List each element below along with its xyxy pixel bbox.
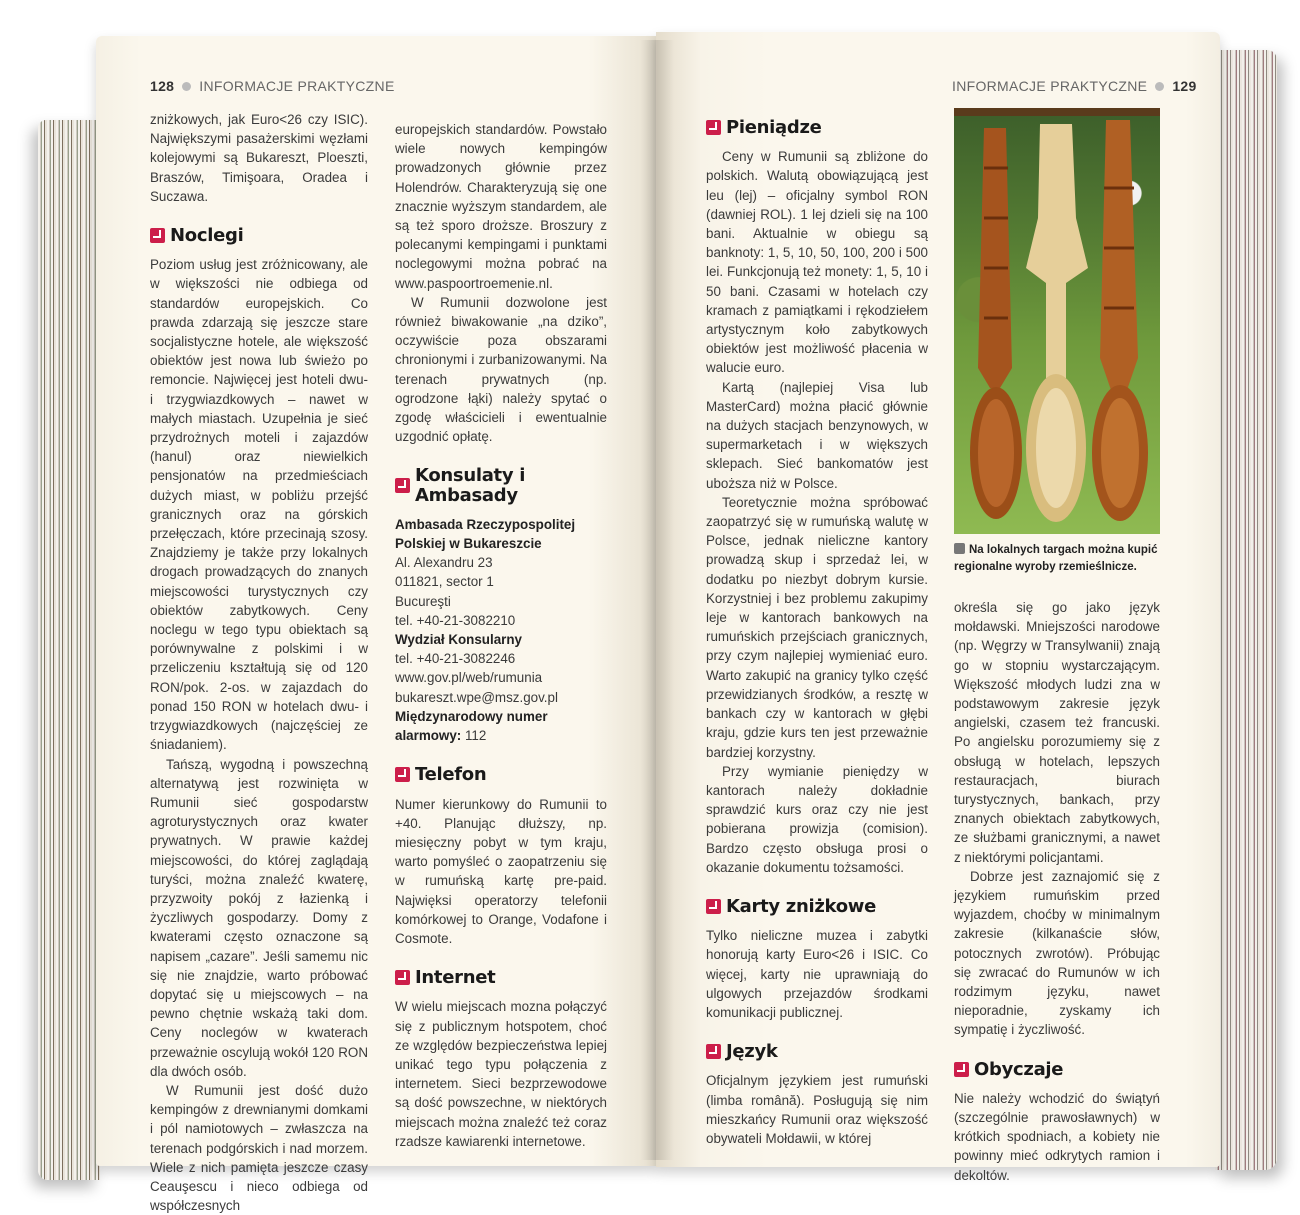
- spoon-middle: [1026, 124, 1088, 522]
- spoon-right: [1092, 120, 1148, 521]
- arrow-icon: [150, 228, 165, 243]
- paragraph: W wielu miejscach mozna połączyć się z publicznym hotspotem, choć ze względów bezpieczeństwa lepiej unikać tego typu połączenia z internetem. Sieci bezprzewodowe są dość powszechne, w niektórych miejscach można znaleźć też coraz rzadsze kawiarenki internetowe.: [395, 999, 607, 1149]
- paragraph: określa się go jako język mołdawski. Mniejszości narodowe (np. Węgrzy w Transylwanii) znają go w stopniu wystarczającym. Większość młodych ludzi zna w podstawowym zakresie język angielski, czasem też francuski. Po angielsku porozumiemy się z obsługą w hotelach, lepszych restauracjach, biurach turystycznych, bankach, przy znanych obiektach zabytkowych, ze służbami granicznymi, a nawet z niektórymi policjantami.: [954, 600, 1160, 865]
- arrow-icon: [706, 899, 721, 914]
- paragraph: Teoretycznie można spróbować zaopatrzyć się w rumuńską walutę w Polsce, jednak nieliczne kantory prowadzą skup i sprzedaż lei, w dodatku po niezbyt dobrym kursie. Korzystniej i bez problemu zakupimy leje w kantorach bankowych na rumuńskich przejściach granicznych, przy czym najlepiej wymieniać euro. Warto zakupić na granicy tylko część przewidzianych środków, a resztę w bankach czy w kantorach w głębi kraju, gdzie kurs ten jest przeważnie bardziej korzystny.: [706, 494, 928, 760]
- section-heading-konsulaty: [395, 466, 607, 504]
- wooden-spoons-photo: [954, 108, 1160, 534]
- heading-text: Obyczaje: [974, 1058, 1064, 1080]
- right-page-header: [952, 78, 1197, 94]
- page-number: 129: [1172, 78, 1197, 94]
- paragraph: W Rumunii dozwolone jest również biwakowanie „na dziko”, oczywiście poza obszarami chronionymi i zurbanizowanymi. Na terenach prywatnych (np. ogrodzone łąki) należy spytać o zgodę właścicieli i ewentualnie uzgodnić opłatę.: [395, 294, 607, 445]
- paragraph: W Rumunii jest dość dużo kempingów z drewnianymi domkami i pól namiotowych – zwłaszcza na terenach podgórskich i nad morzem. Wiele z nich pamięta jeszcze czasy Ceauşescu i nieco odbiega od współczesnych: [150, 1082, 368, 1214]
- left-column-2: [395, 120, 607, 1151]
- caption-text: Na lokalnych targach można kupić regionalne wyroby rzemieślnicze.: [954, 544, 1158, 573]
- heading-text: Język: [726, 1041, 778, 1063]
- left-column-1: [150, 110, 368, 1215]
- emergency-number: 112: [464, 728, 487, 744]
- heading-text: Noclegi: [170, 225, 244, 247]
- paragraph: Przy wymianie pieniędzy w kantorach należy dokładnie sprawdzić kurs oraz czy nie jest pobierana prowizja (comision). Bardzo często obsługa prosi o okazanie dokumentu tożsamości.: [706, 763, 928, 875]
- carved-spoons-illustration: [954, 108, 1160, 534]
- paragraph: Tańszą, wygodną i powszechną alternatywą jest rozwinięta w Rumunii sieć gospodarstw agroturystycznych oraz kwater prywatnych. W prawie każdej miejscowości, do której zaglądają turyści, można znaleźć kwaterę, przyzwoity pokój z łazienką i życzliwych gospodarzy. Domy z kwaterami często oznaczone są napisem „cazare”. Jeśli samemu nic się nie znajdzie, warto próbować dopytać się u miejscowych – na pewno chętnie wskażą taki dom. Ceny noclegów w kwaterach przeważnie oscylują wokół 120 RON dla dwóch osób.: [150, 756, 368, 1079]
- consular-title: Wydział Konsularny: [395, 632, 522, 648]
- book-gutter: [640, 40, 674, 1160]
- address-line: 011821, sector 1: [395, 574, 494, 590]
- paragraph: Dobrze jest zaznajomić się z językiem rumuńskim przed wyjazdem, choćby w minimalnym zakresie (kilkanaście słów, potocznych zwrotów). Próbując się zwracać do Rumunów w ich rodzimym języku, nawet nieporadnie, zyskamy ich sympatię i życzliwość.: [954, 868, 1160, 1038]
- section-heading-jezyk: [706, 1042, 928, 1061]
- bullet-icon: [1155, 82, 1164, 91]
- paragraph: zniżkowych, jak Euro<26 czy ISIC). Największymi pasażerskimi węzłami kolejowymi są Bukareszt, Ploeszti, Braszów, Timişoara, Oradea i Suczawa.: [150, 112, 368, 204]
- spoon-left: [970, 128, 1022, 519]
- phone-line: tel. +40-21-3082210: [395, 612, 516, 628]
- paragraph: Oficjalnym językiem jest rumuński (limba română). Posługują się nim mieszkańcy Rumunii oraz większość obywateli Mołdawii, w której: [706, 1073, 928, 1146]
- arrow-up-icon: [954, 543, 965, 554]
- left-page-edges: [38, 120, 100, 1180]
- heading-text: Konsulaty i Ambasady: [415, 465, 526, 506]
- embassy-name: Ambasada Rzeczypospolitej Polskiej w Bukareszcie: [395, 516, 576, 552]
- email-link: bukareszt.wpe@msz.gov.pl: [395, 689, 558, 705]
- paragraph: Numer kierunkowy do Rumunii to +40. Planując dłuższy, np. miesięczny pobyt w tym kraju, warto pomyśleć o zaopatrzeniu się w rumuńską kartę pre-paid. Najwięksi operatorzy telefonii komórkowej to Orange, Vodafone i Cosmote.: [395, 796, 607, 946]
- arrow-icon: [395, 970, 410, 985]
- section-heading-noclegi: [150, 226, 368, 245]
- website-link: www.gov.pl/web/rumunia: [395, 670, 543, 686]
- hanging-rail: [954, 108, 1160, 116]
- section-heading-karty: [706, 897, 928, 916]
- running-head: INFORMACJE PRAKTYCZNE: [199, 78, 395, 94]
- section-heading-telefon: [395, 765, 607, 784]
- heading-text: Karty zniżkowe: [726, 895, 877, 917]
- paragraph: Ceny w Rumunii są zbliżone do polskich. Walutą obowiązującą jest leu (lej) – oficjalny symbol RON (dawniej ROL). 1 lej dzieli się na 100 bani. Aktualnie w obiegu są banknoty: 1, 5, 10, 50, 100, 200 i 500 lei. Funkcjonują też monety: 1, 5, 10 i 50 bani. Czasami w hotelach czy kramach z pamiątkami i rękodziełem artystycznym koło zabytkowych obiektów jest możliwość płacenia w walucie euro.: [706, 149, 928, 376]
- arrow-icon: [395, 478, 410, 493]
- left-page-header: [150, 78, 395, 94]
- heading-text: Telefon: [415, 764, 487, 786]
- arrow-icon: [706, 1044, 721, 1059]
- bullet-icon: [182, 82, 191, 91]
- arrow-icon: [954, 1062, 969, 1077]
- paragraph: Tylko nieliczne muzea i zabytki honorują karty Euro<26 i ISIC. Co więcej, karty nie uprawniają do ulgowych przejazdów środkami komunikacji publicznej.: [706, 928, 928, 1020]
- right-column-2: [954, 598, 1160, 1185]
- paragraph: Kartą (najlepiej Visa lub MasterCard) można płacić głównie na dużych stacjach benzynowych, w supermarketach i w większych sklepach. Sieć bankomatów jest uboższa niż w Polsce.: [706, 379, 928, 491]
- arrow-icon: [706, 120, 721, 135]
- address-line: Bucureşti: [395, 593, 451, 609]
- section-heading-internet: [395, 968, 607, 987]
- paragraph: Poziom usług jest zróżnicowany, ale w większości nie odbiega od standardów europejskich. Co prawda zdarzają się jeszcze stare socjalistyczne hotele, ale większość obiektów jest nowa lub świeżo po remoncie. Najwięcej jest hoteli dwu- i trzygwiazdkowych – nawet w małych miastach. Uzupełnia je sieć przydrożnych moteli i zajazdów (hanul) oraz niewielkich pensjonatów na przedmieściach dużych miast, w pobliżu przejść granicznych oraz na górskich przełęczach, które przecinają szosy. Znajdziemy je także przy lokalnych drogach prowadzących do znanych miejscowości turystycznych czy obiektów zabytkowych. Ceny noclegu w tego typu obiektach są porównywalne z polskimi i w przeliczeniu kształtują się od 120 RON/pok. 2-os. w zajazdach do ponad 150 RON w hotelach dwu- i trzygwiazdkowych (najczęściej ze śniadaniem).: [150, 257, 368, 753]
- phone-line: tel. +40-21-3082246: [395, 651, 516, 667]
- photo-caption: [954, 542, 1164, 576]
- right-column-1: [706, 112, 928, 1148]
- address-line: Al. Alexandru 23: [395, 555, 493, 571]
- right-page-edges: [1215, 50, 1277, 1170]
- section-heading-obyczaje: [954, 1060, 1160, 1079]
- heading-text: Internet: [415, 967, 496, 989]
- page-number: 128: [150, 78, 175, 94]
- paragraph: Nie należy wchodzić do świątyń (szczególnie prawosławnych) w krótkich spodniach, a kobiety nie powinny mieć odkrytych ramion i dekoltów.: [954, 1090, 1160, 1183]
- emergency-label: Międzynarodowy numer alarmowy:: [395, 708, 548, 744]
- paragraph: europejskich standardów. Powstało wiele nowych kempingów prowadzonych głównie przez Holendrów. Charakteryzują się one znacznie wyższym standardem, ale są też sporo droższe. Broszury z polecanymi kempingami i punktami noclegowymi można pobrać na www.paspoortroemenie.nl.: [395, 122, 607, 291]
- running-head: INFORMACJE PRAKTYCZNE: [952, 78, 1148, 94]
- heading-text: Pieniądze: [726, 117, 822, 138]
- arrow-icon: [395, 767, 410, 782]
- section-heading-pieniadze: [706, 118, 928, 137]
